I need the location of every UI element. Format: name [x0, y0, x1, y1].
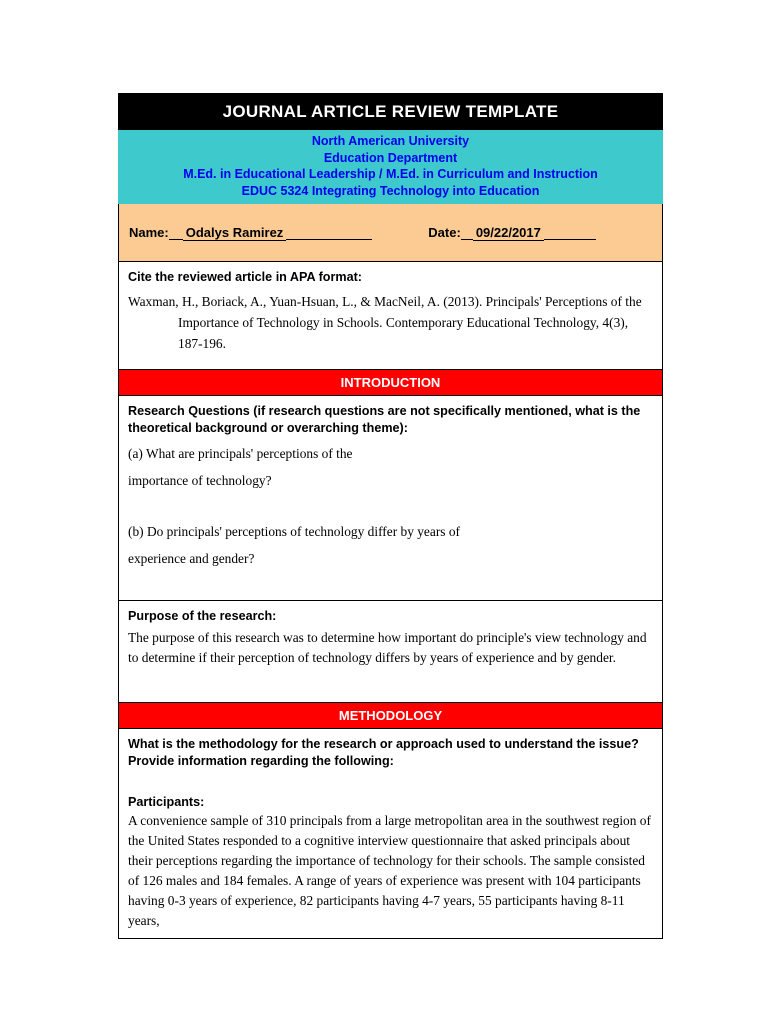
journal-review-document	[118, 93, 663, 939]
introduction-section-bar	[118, 370, 663, 396]
methodology-section-bar	[118, 703, 663, 729]
date-value: 09/22/2017	[473, 225, 544, 241]
purpose-text: The purpose of this research was to determine how important do principle's view technology and to determine if their perception of technology differs by years of experience and by gender.	[128, 630, 647, 665]
department-name: Education Department	[323, 150, 458, 165]
document-title-bar	[118, 93, 663, 130]
purpose-section	[118, 601, 663, 703]
methodology-section	[118, 729, 663, 939]
program-name: M.Ed. in Educational Leadership / M.Ed. in Curriculum and Instruction	[183, 167, 598, 181]
research-questions-section	[118, 396, 663, 601]
document-title: JOURNAL ARTICLE REVIEW TEMPLATE	[222, 101, 559, 121]
research-questions-gap	[128, 491, 653, 515]
date-label: Date:	[428, 225, 461, 240]
university-header	[118, 130, 663, 204]
introduction-section-title: INTRODUCTION	[340, 375, 441, 390]
date-underline-lead	[461, 225, 473, 240]
name-label: Name:	[129, 225, 169, 240]
methodology-section-title: METHODOLOGY	[338, 708, 443, 723]
research-question-a-line2: importance of technology?	[128, 473, 272, 488]
name-underline-trail	[286, 225, 372, 240]
citation-heading: Cite the reviewed article in APA format:	[128, 270, 362, 284]
university-name: North American University	[311, 134, 470, 148]
citation-section	[118, 262, 663, 370]
participants-heading: Participants:	[128, 795, 205, 809]
name-value: Odalys Ramirez	[183, 225, 287, 241]
date-underline-trail	[544, 225, 596, 240]
purpose-heading: Purpose of the research:	[128, 609, 277, 623]
course-name: EDUC 5324 Integrating Technology into Education	[241, 183, 540, 198]
citation-text: Waxman, H., Boriack, A., Yuan-Hsuan, L., & MacNeil, A. (2013). Principals' Perceptions of the Importance of Technology in Schools. Contemporary Educational Technology, 4(3), 187-196.	[128, 294, 642, 351]
participants-text: A convenience sample of 310 principals from a large metropolitan area in the southwest region of the United States responded to a cognitive interview questionnaire that asked principals about their perceptions regarding the importance of technology for their schools. The sample consisted of 126 males and 184 females. A range of years of experience was present with 104 participants having 0-3 years of experience, 82 participants having 4-7 years, 55 participants having 8-11 years,	[128, 813, 651, 928]
research-question-b-line1: (b) Do principals' perceptions of technology differ by years of	[128, 524, 460, 539]
methodology-heading: What is the methodology for the research or approach used to understand the issue? Provide information regarding the following:	[128, 737, 639, 768]
name-date-row	[118, 204, 663, 262]
research-questions-heading: Research Questions (if research questions are not specifically mentioned, what is the theoretical background or overarching theme):	[128, 404, 641, 435]
research-question-b-line2: experience and gender?	[128, 551, 255, 566]
research-question-a-line1: (a) What are principals' perceptions of the	[128, 446, 353, 461]
name-underline-lead	[169, 225, 183, 240]
